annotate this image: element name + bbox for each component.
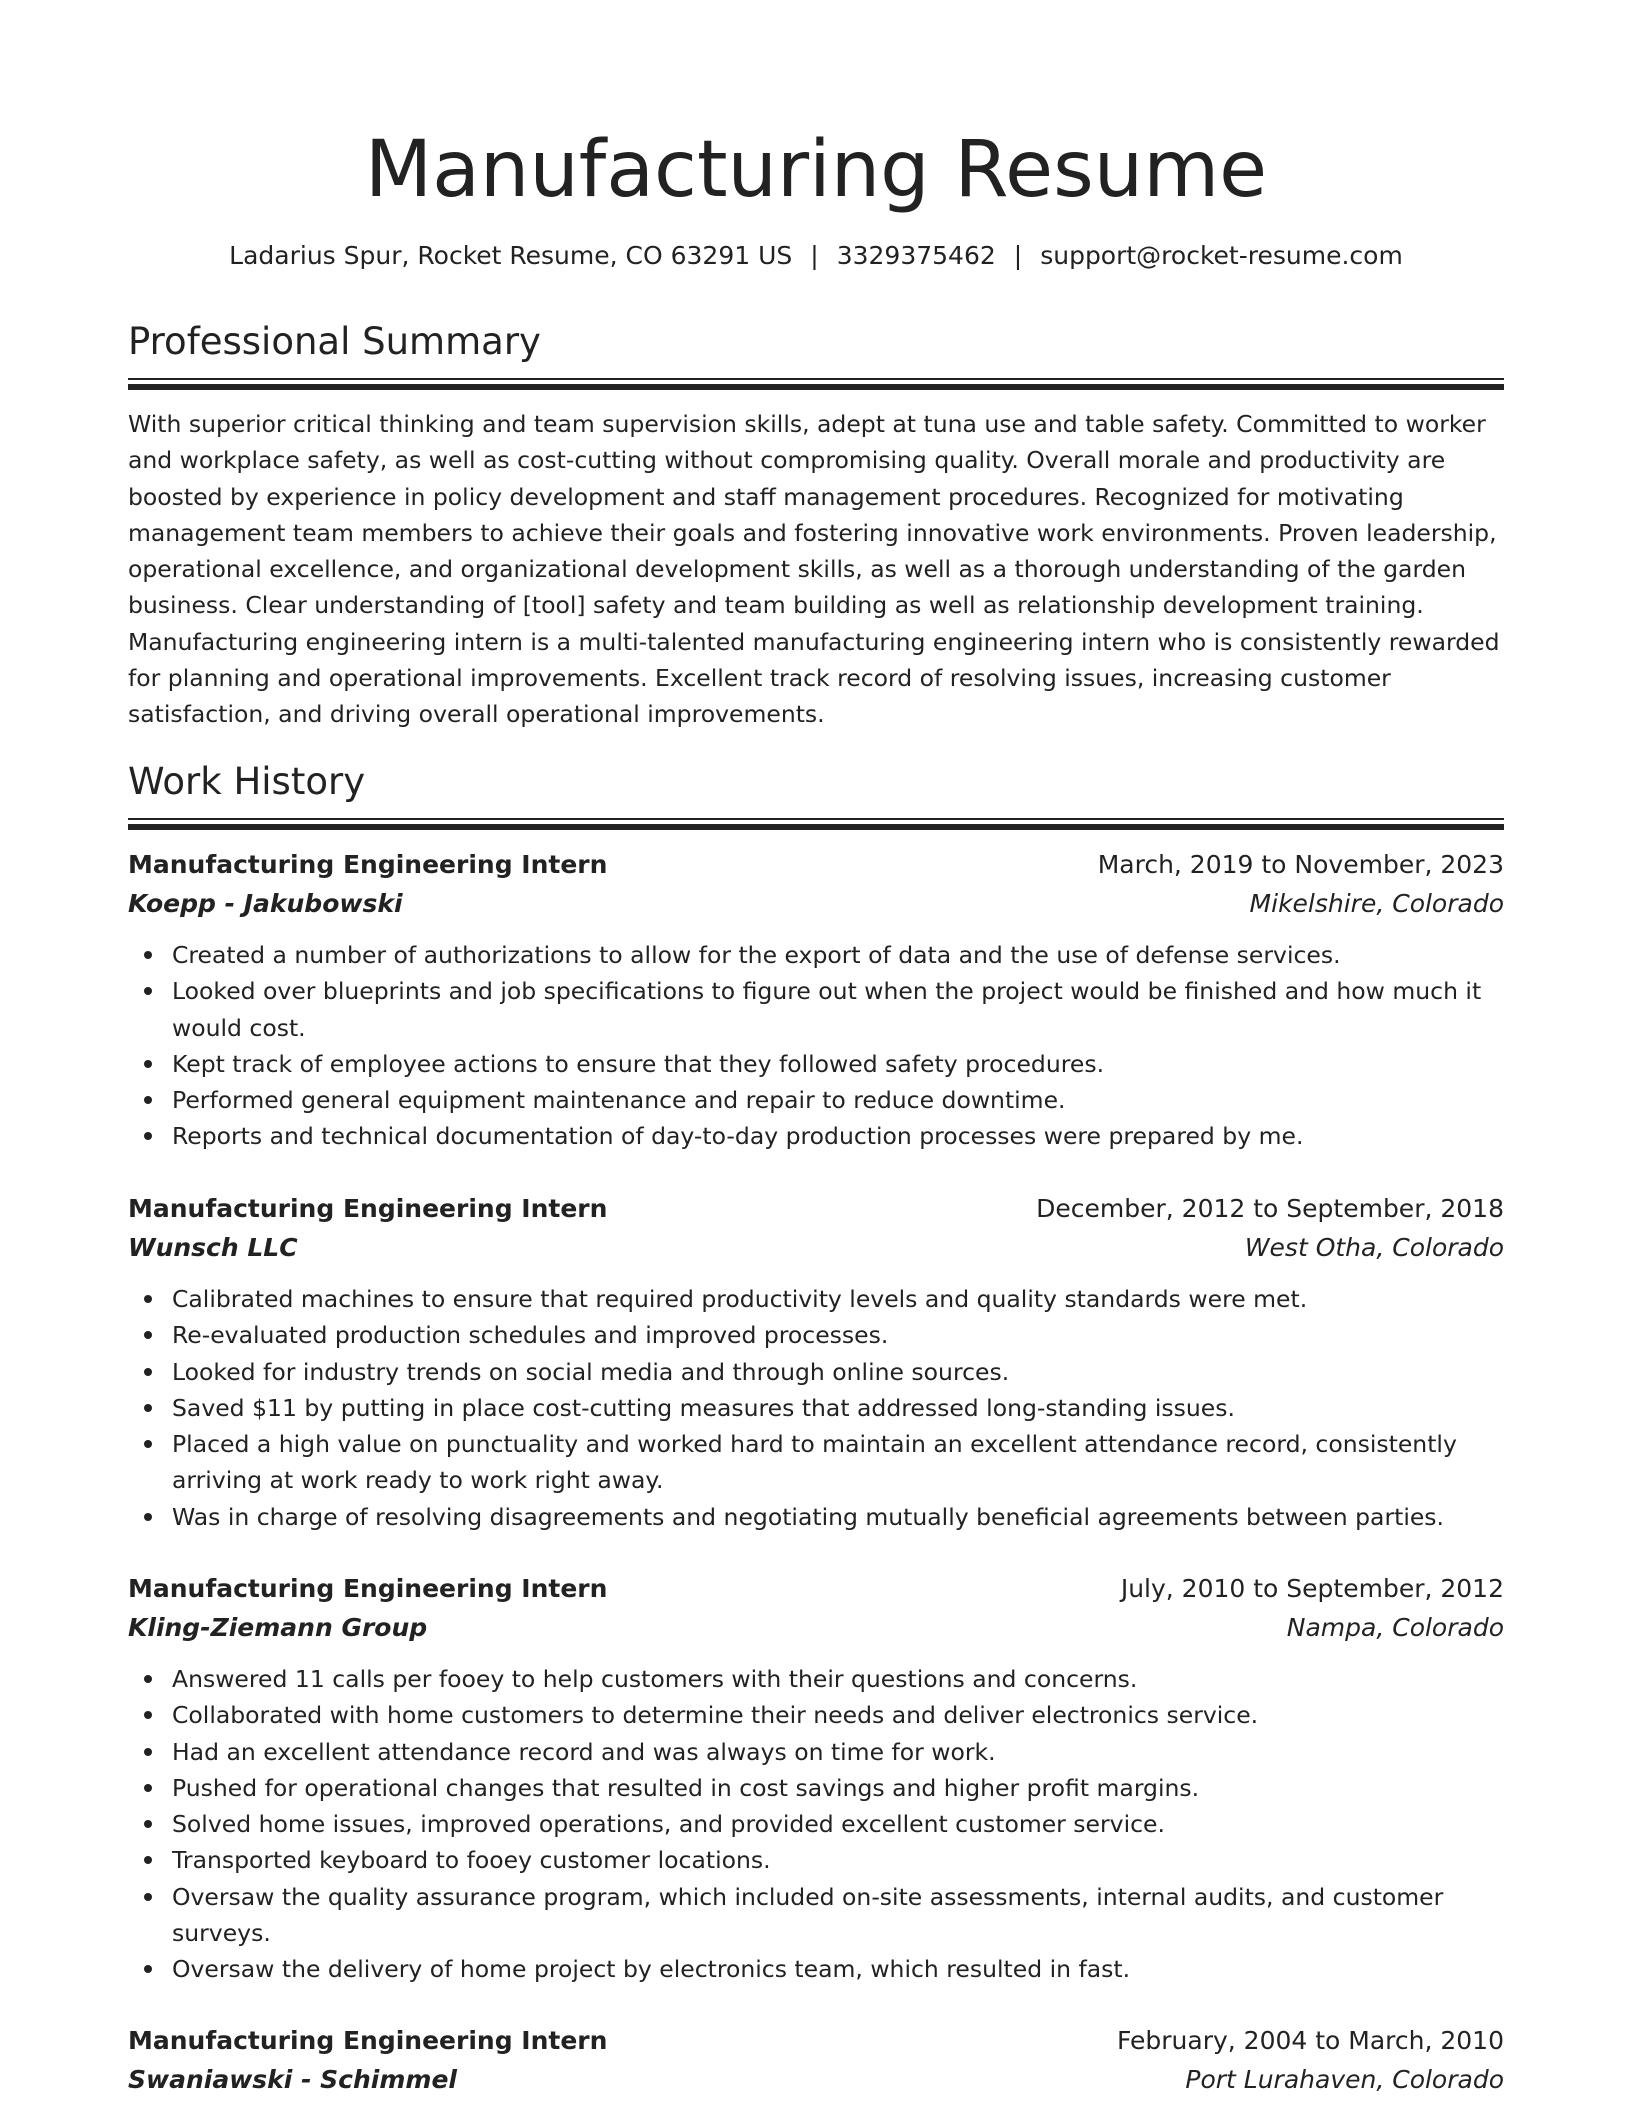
job-dates: March, 2019 to November, 2023 (1097, 850, 1504, 879)
job-bullet: Collaborated with home customers to determine their needs and deliver electronics service. (172, 1697, 1504, 1733)
job-title: Manufacturing Engineering Intern (128, 2026, 608, 2055)
rule-thick-line (128, 384, 1504, 390)
job-bullet-list (128, 937, 1504, 1155)
job-bullet: Transported keyboard to fooey customer locations. (172, 1842, 1504, 1878)
contact-separator: | (810, 241, 819, 270)
job-bullet: Saved $11 by putting in place cost-cutting measures that addressed long-standing issues. (172, 1390, 1504, 1426)
job-bullet: Had an excellent attendance record and was always on time for work. (172, 1734, 1504, 1770)
rule-thin-line (128, 378, 1504, 380)
contact-separator: | (1013, 241, 1023, 270)
job-dates: December, 2012 to September, 2018 (1036, 1194, 1504, 1223)
summary-text: With superior critical thinking and team supervision skills, adept at tuna use and table safety. Committed to worker and workplace safety, as well as cost-cutting without compromising quality. Overall morale and productivity are boosted by experience in policy development and staff management procedures. Recognized for motivating management team members to achieve their goals and fostering innovative work environments. Proven leadership, operational excellence, and organizational development skills, as well as a thorough understanding of the garden business. Clear understanding of [tool] safety and team building as well as relationship development training. Manufacturing engineering intern is a multi-talented manufacturing engineering intern who is consistently rewarded for planning and operational improvements. Excellent track record of resolving issues, increasing customer satisfaction, and driving overall operational improvements. (128, 410, 1500, 729)
job-title: Manufacturing Engineering Intern (128, 850, 608, 879)
job-bullet: Pushed for operational changes that resulted in cost savings and higher profit margins. (172, 1770, 1504, 1806)
summary-heading: Professional Summary (128, 320, 541, 363)
rule-thick-line (128, 824, 1504, 830)
job-bullet-list (128, 1281, 1504, 1535)
job-bullet: Oversaw the delivery of home project by electronics team, which resulted in fast. (172, 1951, 1504, 1987)
job-entry (128, 2022, 1504, 2099)
work-history-heading: Work History (128, 760, 366, 803)
job-dates: July, 2010 to September, 2012 (1120, 1574, 1504, 1603)
job-bullet: Answered 11 calls per fooey to help customers with their questions and concerns. (172, 1661, 1504, 1697)
summary-rule (128, 378, 1504, 392)
job-location: Port Lurahaven, Colorado (1185, 2065, 1504, 2094)
job-title: Manufacturing Engineering Intern (128, 1574, 608, 1603)
contact-phone: 3329375462 (836, 241, 996, 270)
job-bullet: Looked over blueprints and job specifications to figure out when the project would be finished and how much it would cost. (172, 973, 1504, 1046)
rule-thin-line (128, 818, 1504, 820)
job-entry (128, 1190, 1504, 1535)
job-location: West Otha, Colorado (1244, 1233, 1504, 1262)
job-location: Mikelshire, Colorado (1249, 889, 1504, 918)
work-history-rule (128, 818, 1504, 832)
job-bullet: Looked for industry trends on social media and through online sources. (172, 1354, 1504, 1390)
job-bullet: Performed general equipment maintenance and repair to reduce downtime. (172, 1082, 1504, 1118)
job-bullet: Was in charge of resolving disagreements and negotiating mutually beneficial agreements between parties. (172, 1499, 1504, 1535)
job-bullet: Placed a high value on punctuality and worked hard to maintain an excellent attendance record, consistently arriving at work ready to work right away. (172, 1426, 1504, 1499)
job-entry (128, 846, 1504, 1155)
job-bullet: Created a number of authorizations to allow for the export of data and the use of defense services. (172, 937, 1504, 973)
job-title: Manufacturing Engineering Intern (128, 1194, 608, 1223)
contact-address: Ladarius Spur, Rocket Resume, CO 63291 US (229, 241, 793, 270)
contact-line (128, 238, 1504, 274)
job-bullet: Calibrated machines to ensure that required productivity levels and quality standards were met. (172, 1281, 1504, 1317)
job-company: Swaniawski - Schimmel (128, 2065, 457, 2094)
job-bullet: Oversaw the quality assurance program, which included on-site assessments, internal audits, and customer surveys. (172, 1879, 1504, 1952)
job-bullet: Re-evaluated production schedules and improved processes. (172, 1317, 1504, 1353)
job-bullet-list (128, 1661, 1504, 1988)
job-location: Nampa, Colorado (1286, 1613, 1504, 1642)
job-dates: February, 2004 to March, 2010 (1116, 2026, 1504, 2055)
job-entry (128, 1570, 1504, 1988)
job-company: Koepp - Jakubowski (128, 889, 403, 918)
job-bullet: Kept track of employee actions to ensure that they followed safety procedures. (172, 1046, 1504, 1082)
resume-title: Manufacturing Resume (364, 125, 1268, 215)
contact-email: support@rocket-resume.com (1040, 241, 1403, 270)
job-bullet: Solved home issues, improved operations, and provided excellent customer service. (172, 1806, 1504, 1842)
job-company: Kling-Ziemann Group (128, 1613, 428, 1642)
job-company: Wunsch LLC (128, 1233, 298, 1262)
job-bullet: Reports and technical documentation of day-to-day production processes were prepared by me. (172, 1118, 1504, 1154)
